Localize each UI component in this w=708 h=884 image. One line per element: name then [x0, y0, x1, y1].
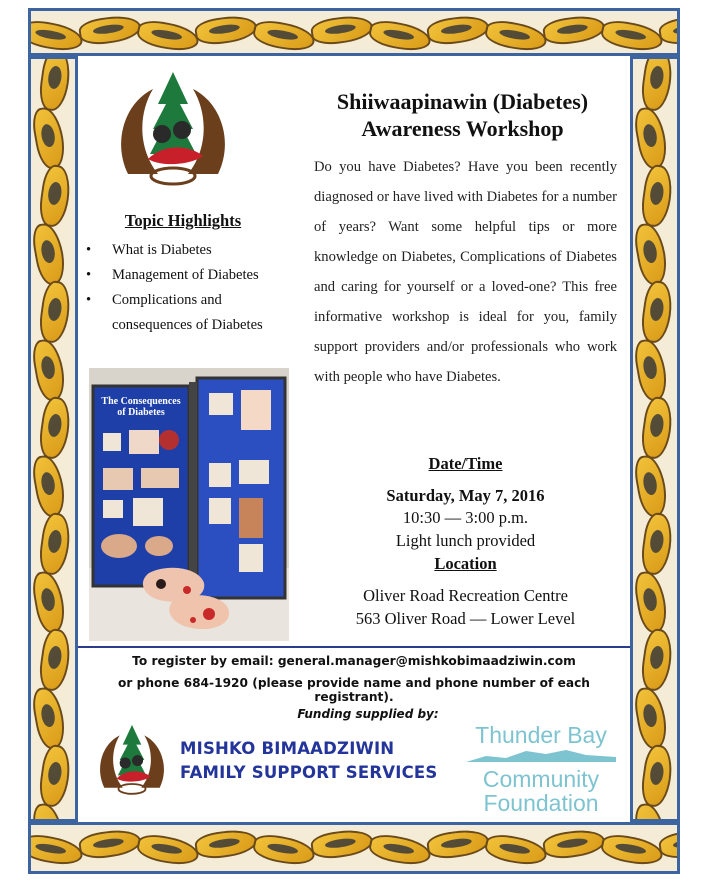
moccasin-decoration [639, 743, 675, 808]
topics-list [86, 238, 301, 338]
moccasin-decoration [425, 827, 490, 861]
moccasin-decoration [37, 395, 73, 460]
poster-title [95, 396, 187, 418]
organization-logo-small [92, 718, 172, 802]
moccasin-decoration [251, 18, 317, 54]
title-line-1: Shiiwaapinawin (Diabetes) [336, 89, 589, 114]
topics-heading: Topic Highlights [124, 211, 242, 230]
moccasin-decoration [483, 832, 549, 868]
partner-line-3: Foundation [483, 790, 599, 816]
moccasin-decoration [367, 18, 433, 54]
moccasin-decoration [77, 827, 142, 861]
moccasin-decoration [37, 56, 73, 113]
partner-skyline-graphic [466, 748, 616, 762]
moccasin-decoration [599, 832, 665, 868]
moccasin-decoration [632, 569, 670, 635]
moccasin-decoration [639, 627, 675, 692]
moccasin-decoration [632, 453, 670, 519]
topic-item: • What is Diabetes [86, 238, 301, 263]
location-name: Oliver Road Recreation Centre [363, 586, 568, 605]
moccasin-decoration [30, 337, 68, 403]
moccasin-decoration [77, 13, 142, 47]
moccasin-decoration [632, 105, 670, 171]
moccasin-decoration [541, 13, 606, 47]
location-heading: Location [434, 554, 497, 573]
moccasin-decoration [632, 685, 670, 751]
moccasin-decoration [37, 743, 73, 808]
moccasin-decoration [135, 832, 201, 868]
moccasin-decoration [37, 163, 73, 228]
location-address: 563 Oliver Road — Lower Level [355, 609, 576, 628]
org-name-line-2: FAMILY SUPPORT SERVICES [180, 763, 438, 782]
decorative-border-left [28, 56, 78, 822]
org-name-line-1: MISHKO BIMAADZIWIN [180, 739, 395, 758]
partner-line-2: Community [482, 766, 600, 792]
moccasin-decoration [37, 511, 73, 576]
moccasin-decoration [37, 627, 73, 692]
flyer-content [78, 56, 630, 822]
moccasin-decoration [632, 337, 670, 403]
funding-label: Funding supplied by: [297, 707, 439, 721]
register-email-line: To register by email: general.manager@mishkobimaadziwin.com [132, 654, 576, 668]
decorative-border-top [28, 8, 680, 56]
moccasin-decoration [193, 13, 258, 47]
moccasin-decoration [483, 18, 549, 54]
moccasin-decoration [639, 395, 675, 460]
decorative-border-bottom [28, 822, 680, 874]
moccasin-decoration [30, 221, 68, 287]
topic-item: • Complications and consequences of Diabetes [86, 288, 301, 338]
section-divider [78, 646, 630, 648]
moccasin-decoration [193, 827, 258, 861]
moccasin-decoration [632, 221, 670, 287]
moccasin-decoration [541, 827, 606, 861]
organization-logo [108, 64, 238, 194]
moccasin-decoration [309, 13, 374, 47]
datetime-heading: Date/Time [428, 454, 503, 473]
partner-logo [456, 722, 626, 815]
moccasin-decoration [30, 453, 68, 519]
diabetes-display-photo [89, 368, 289, 641]
moccasin-decoration [425, 13, 490, 47]
lunch-note: Light lunch provided [395, 531, 536, 550]
partner-line-1: Thunder Bay [475, 722, 607, 748]
poster-title-line-1: The Consequences [101, 396, 181, 407]
moccasin-decoration [599, 18, 665, 54]
moccasin-decoration [135, 18, 201, 54]
decorative-border-right [630, 56, 680, 822]
moccasin-decoration [37, 279, 73, 344]
moccasin-decoration [639, 511, 675, 576]
event-description: Do you have Diabetes? Have you been recently diagnosed or have lived with Diabetes for a number of years? Want some helpful tips or more knowledge on Diabetes, Complications of Diabetes and caring for yourself or a loved-one? This free informative workshop is ideal for you, family support providers and/or professionals who work with people who have Diabetes. [314, 159, 617, 385]
moccasin-decoration [30, 685, 68, 751]
moccasin-decoration [639, 279, 675, 344]
moccasin-decoration [30, 569, 68, 635]
event-date: Saturday, May 7, 2016 [386, 486, 545, 505]
workshop-title [310, 88, 615, 142]
moccasin-decoration [367, 832, 433, 868]
moccasin-decoration [309, 827, 374, 861]
moccasin-decoration [28, 832, 85, 868]
moccasin-decoration [251, 832, 317, 868]
topic-item: • Management of Diabetes [86, 263, 301, 288]
poster-title-line-2: of Diabetes [117, 407, 165, 418]
moccasin-decoration [30, 801, 68, 822]
moccasin-decoration [639, 56, 675, 113]
moccasin-decoration [30, 105, 68, 171]
moccasin-decoration [639, 163, 675, 228]
register-phone-line: or phone 684-1920 (please provide name and phone number of each registrant). [118, 676, 590, 704]
moccasin-decoration [632, 801, 670, 822]
moccasin-decoration [28, 18, 85, 54]
event-time: 10:30 — 3:00 p.m. [402, 508, 529, 527]
title-line-2: Awareness Workshop [361, 116, 564, 141]
